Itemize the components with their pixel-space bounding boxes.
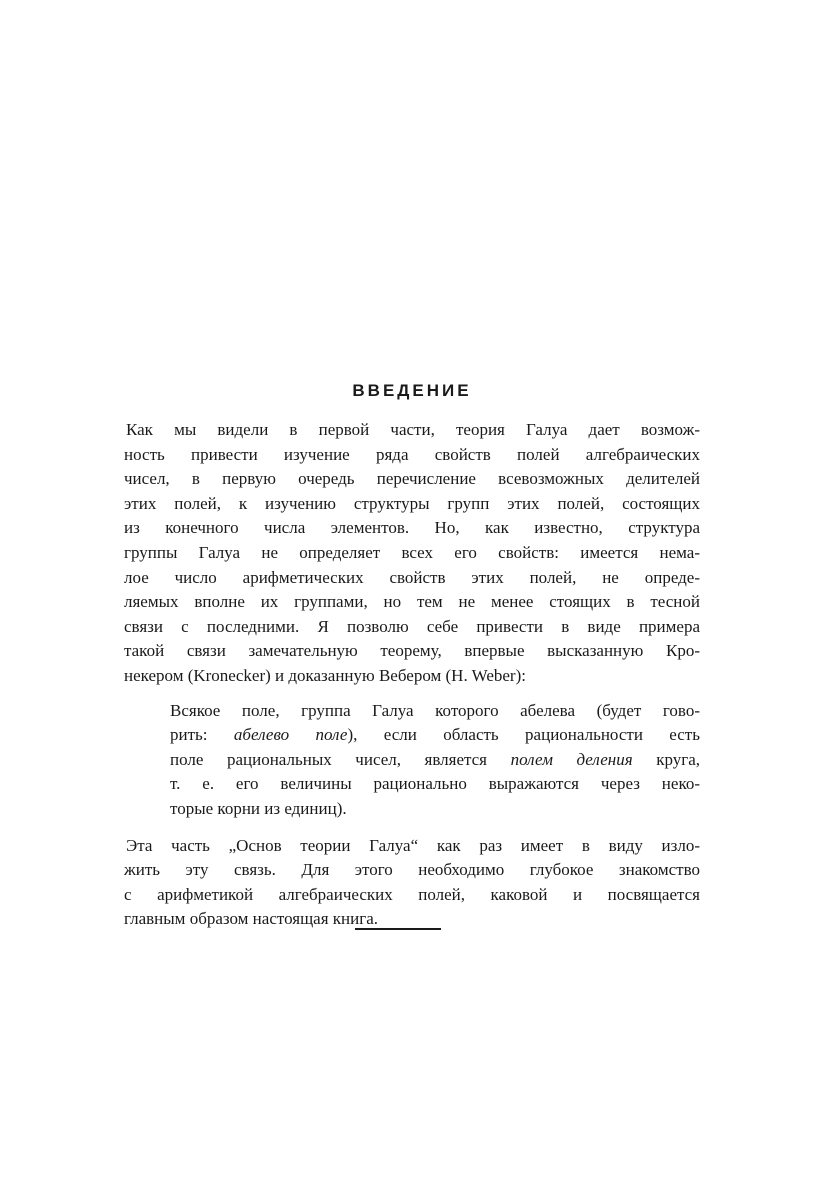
theorem-quote — [170, 699, 700, 822]
text-line: этих полей, к изучению структуры групп этих полей, состоящих — [124, 493, 700, 513]
page-title: ВВЕДЕНИЕ — [352, 381, 472, 400]
text-line: чисел, в первую очередь перечисление всевозможных делителей — [124, 469, 700, 489]
text-line: Как мы видели в первой части, теория Галуа дает возмож- — [126, 420, 700, 439]
quote-text: поле рациональных чисел, является — [170, 749, 511, 769]
quote-line — [170, 723, 700, 748]
text-line: группы Галуа не определяет всех его свойств: имеется нема- — [124, 542, 700, 562]
text-line: такой связи замечательную теорему, впервые высказанную Кро- — [124, 641, 700, 661]
text-line: ность привести изучение ряда свойств полей алгебраических — [124, 444, 700, 464]
quote-text: круга, — [632, 749, 701, 769]
intro-paragraph-1 — [124, 418, 700, 689]
text-line: с арифметикой алгебраических полей, каковой и посвящается — [124, 884, 700, 904]
quote-line: Всякое поле, группа Галуа которого абелева (будет гово- — [170, 700, 700, 720]
text-line: лое число арифметических свойств этих полей, не опреде- — [124, 567, 700, 587]
quote-line: торые корни из единиц). — [170, 798, 347, 818]
quote-line: т. е. его величины рационально выражаются через неко- — [170, 774, 700, 794]
quote-text: рить: — [170, 725, 234, 745]
text-line: ляемых вполне их группами, но тем не менее стоящих в тесной — [124, 592, 700, 612]
quote-text: ), если область рациональности есть — [347, 725, 700, 745]
text-line: из конечного числа элементов. Но, как известно, структура — [124, 518, 700, 538]
quote-line — [170, 748, 700, 773]
text-line: Эта часть „Основ теории Галуа“ как раз имеет в виду изло- — [126, 835, 700, 855]
section-end-rule — [355, 928, 441, 930]
text-line: некером (Kronecker) и доказанную Вебером (H. Weber): — [124, 665, 526, 685]
emphasis-abelian-field: абелево поле — [233, 725, 348, 745]
intro-paragraph-2 — [124, 834, 700, 932]
text-block — [124, 378, 700, 932]
text-line: главным образом настоящая книга. — [124, 909, 379, 929]
emphasis-cyclotomic-field: полем деления — [510, 749, 633, 769]
text-line: связи с последними. Я позволю себе привести в виде примера — [124, 616, 700, 636]
text-line: жить эту связь. Для этого необходимо глубокое знакомство — [124, 860, 700, 880]
